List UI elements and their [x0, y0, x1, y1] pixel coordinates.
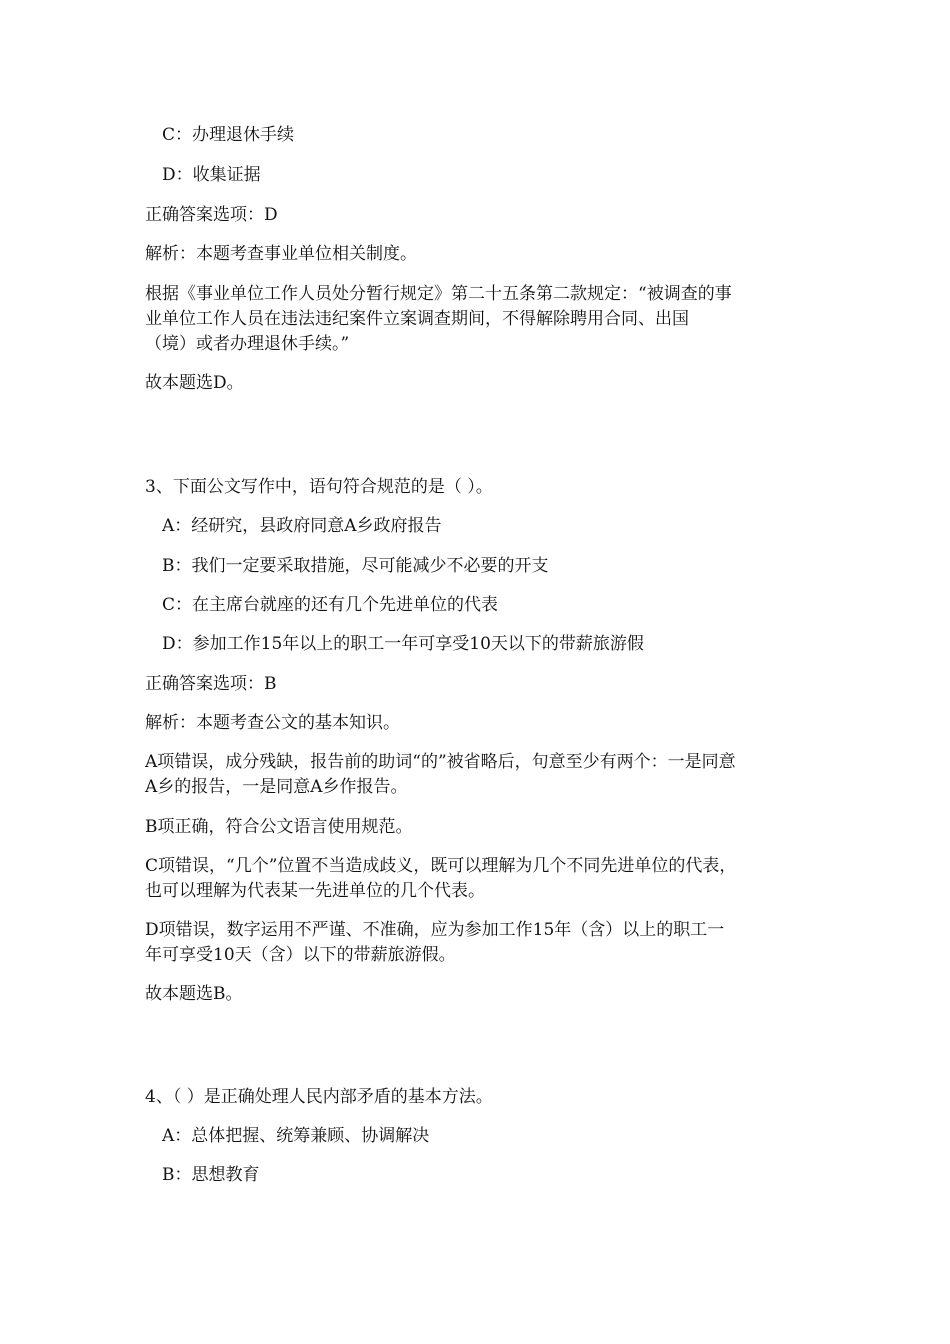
q2-option-d: D：收集证据 [162, 165, 261, 185]
q3-conclusion: 故本题选B。 [145, 984, 243, 1004]
q3-explain-d-line-1: D项错误，数字运用不严谨、不准确，应为参加工作15年（含）以上的职工一 [145, 920, 725, 940]
q2-explain-line-3: （境）或者办理退休手续。” [145, 334, 350, 354]
q2-explain-line-2: 业单位工作人员在违法违纪案件立案调查期间，不得解除聘用合同、出国 [145, 309, 689, 329]
q3-explain-a-line-1: A项错误，成分残缺，报告前的助词“的”被省略后，句意至少有两个：一是同意 [145, 752, 736, 772]
q3-option-a: A：经研究，县政府同意A乡政府报告 [162, 516, 442, 536]
q2-conclusion: 故本题选D。 [145, 373, 244, 393]
q2-answer: 正确答案选项：D [145, 205, 278, 225]
q4-option-b: B：思想教育 [162, 1165, 260, 1185]
q2-option-c: C：办理退休手续 [162, 125, 295, 145]
q3-option-c: C：在主席台就座的还有几个先进单位的代表 [162, 595, 499, 615]
q3-answer: 正确答案选项：B [145, 674, 277, 694]
q4-question: 4、（ ）是正确处理人民内部矛盾的基本方法。 [145, 1087, 493, 1107]
q2-analysis: 解析：本题考查事业单位相关制度。 [145, 244, 417, 264]
q3-option-d: D：参加工作15年以上的职工一年可享受10天以下的带薪旅游假 [162, 634, 644, 654]
q3-explain-a-line-2: A乡的报告，一是同意A乡作报告。 [145, 777, 408, 797]
q3-analysis: 解析：本题考查公文的基本知识。 [145, 713, 400, 733]
q3-explain-c-line-2: 也可以理解为代表某一先进单位的几个代表。 [145, 881, 485, 901]
q2-explain-line-1: 根据《事业单位工作人员处分暂行规定》第二十五条第二款规定：“被调查的事 [145, 284, 732, 304]
q3-option-b: B：我们一定要采取措施，尽可能减少不必要的开支 [162, 556, 549, 576]
q3-question: 3、下面公文写作中，语句符合规范的是（ ）。 [145, 477, 493, 497]
q3-explain-d-line-2: 年可享受10天（含）以下的带薪旅游假。 [145, 945, 456, 965]
q3-explain-b: B项正确，符合公文语言使用规范。 [145, 817, 413, 837]
q4-option-a: A：总体把握、统筹兼顾、协调解决 [162, 1126, 430, 1146]
q3-explain-c-line-1: C项错误，“几个”位置不当造成歧义，既可以理解为几个不同先进单位的代表， [145, 856, 737, 876]
